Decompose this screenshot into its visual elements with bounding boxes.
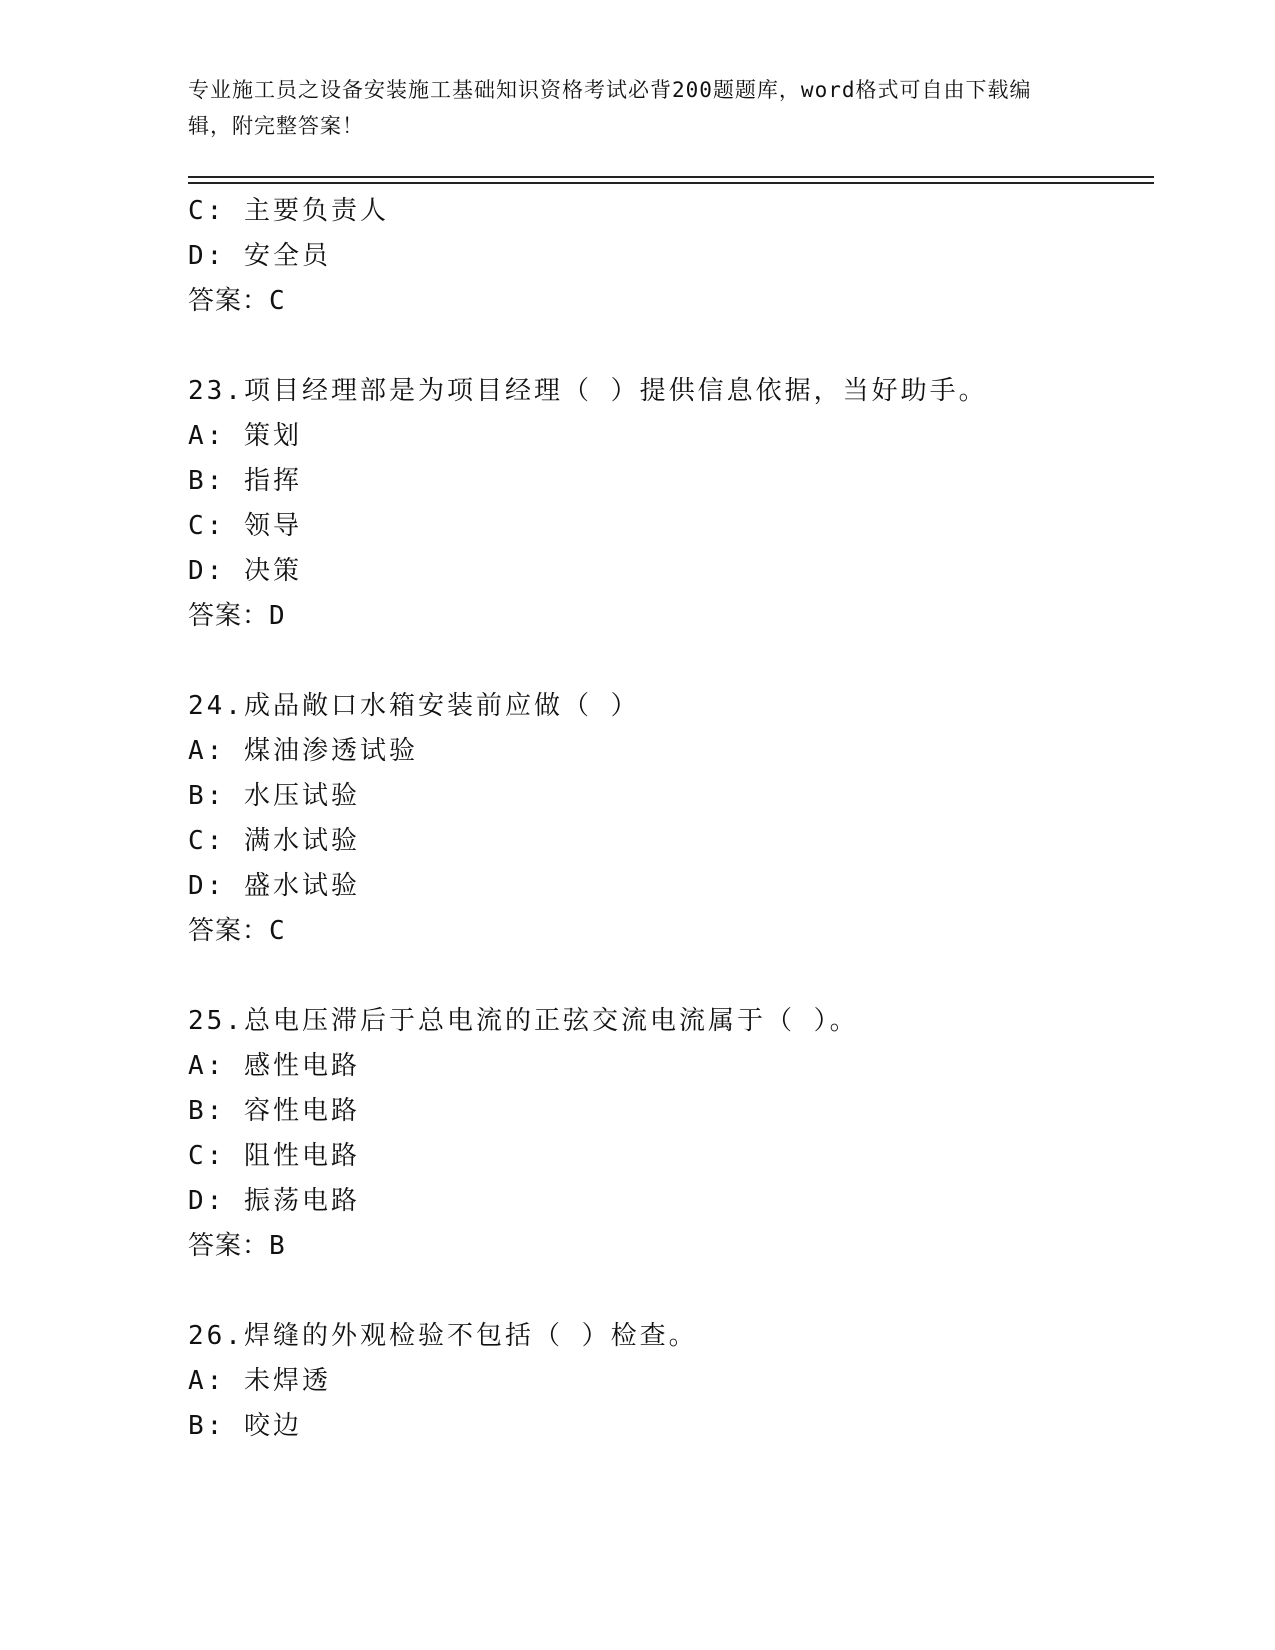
option-line: C: 阻性电路 xyxy=(188,1141,360,1171)
header-rule-top xyxy=(188,176,1154,178)
option-line: C: 主要负责人 xyxy=(188,196,389,226)
option-line: B: 咬边 xyxy=(188,1411,302,1441)
question-stem: 24.成品敞口水箱安装前应做（ ） xyxy=(188,691,640,721)
answer-line: 答案：D xyxy=(188,601,286,631)
option-line: A: 感性电路 xyxy=(188,1051,360,1081)
option-line: A: 煤油渗透试验 xyxy=(188,736,418,766)
document-header: 专业施工员之设备安装施工基础知识资格考试必背200题题库，word格式可自由下载编辑，附完整答案！ xyxy=(188,78,1032,138)
option-line: D: 决策 xyxy=(188,556,302,586)
header-rule-bottom xyxy=(188,182,1154,184)
option-line: D: 振荡电路 xyxy=(188,1186,360,1216)
answer-line: 答案：C xyxy=(188,286,286,316)
option-line: A: 策划 xyxy=(188,421,302,451)
option-line: B: 容性电路 xyxy=(188,1096,360,1126)
question-stem: 23.项目经理部是为项目经理（ ）提供信息依据，当好助手。 xyxy=(188,376,988,406)
question-stem: 26.焊缝的外观检验不包括（ ）检查。 xyxy=(188,1321,698,1351)
option-line: A: 未焊透 xyxy=(188,1366,331,1396)
option-line: D: 盛水试验 xyxy=(188,871,360,901)
question-stem: 25.总电压滞后于总电流的正弦交流电流属于（ ）。 xyxy=(188,1006,859,1036)
option-line: D: 安全员 xyxy=(188,241,331,271)
option-line: C: 满水试验 xyxy=(188,826,360,856)
option-line: C: 领导 xyxy=(188,511,302,541)
answer-line: 答案：B xyxy=(188,1231,286,1261)
answer-line: 答案：C xyxy=(188,916,286,946)
option-line: B: 水压试验 xyxy=(188,781,360,811)
option-line: B: 指挥 xyxy=(188,466,302,496)
